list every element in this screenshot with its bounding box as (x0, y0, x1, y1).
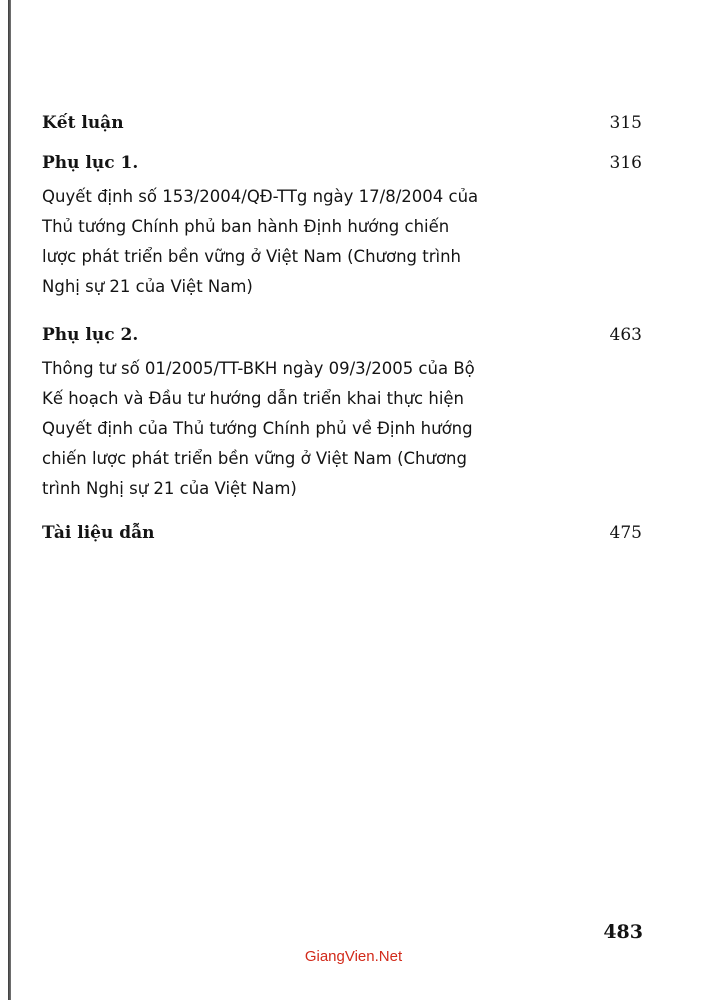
description-line: Nghị sự 21 của Việt Nam) (42, 277, 253, 296)
description-line: lược phát triển bền vững ở Việt Nam (Chương trình (42, 247, 462, 266)
page-number: 483 (603, 921, 643, 943)
description-line: trình Nghị sự 21 của Việt Nam) (42, 479, 297, 498)
description-line: chiến lược phát triển bền vững ở Việt Nam (Chương (42, 449, 467, 468)
toc-entry-title: Kết luận (42, 113, 124, 133)
page-edge-line (8, 0, 11, 1000)
toc-entry-title: Phụ lục 1. (42, 153, 139, 173)
toc-entry-page: 316 (609, 153, 642, 173)
description-line: Thủ tướng Chính phủ ban hành Định hướng chiến (42, 217, 450, 236)
toc-entry-title: Phụ lục 2. (42, 325, 139, 345)
toc-entry-page: 475 (609, 523, 642, 543)
description-line: Quyết định số 153/2004/QĐ-TTg ngày 17/8/2004 của (42, 187, 479, 206)
toc-entry-ket-luan (42, 110, 642, 136)
description-line: Kế hoạch và Đầu tư hướng dẫn triển khai thực hiện (42, 389, 465, 408)
toc-entry-phu-luc-2 (42, 322, 642, 348)
description-line: Thông tư số 01/2005/TT-BKH ngày 09/3/2005 của Bộ (42, 359, 475, 378)
toc-entry-title: Tài liệu dẫn (42, 523, 155, 543)
table-of-contents (42, 110, 642, 546)
toc-entry-page: 315 (609, 113, 642, 133)
description-line: Quyết định của Thủ tướng Chính phủ về Định hướng (42, 419, 473, 438)
toc-entry-page: 463 (609, 325, 642, 345)
footer-watermark: GiangVien.Net (304, 948, 403, 965)
toc-entry-description (42, 182, 582, 302)
toc-entry-phu-luc-1 (42, 150, 642, 176)
toc-entry-description (42, 354, 582, 504)
toc-entry-tai-lieu-dan (42, 520, 642, 546)
